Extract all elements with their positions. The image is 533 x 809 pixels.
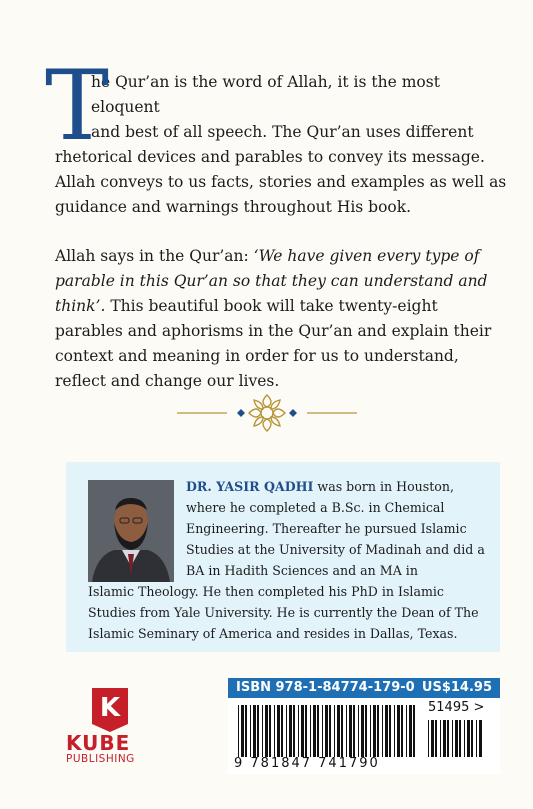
barcode-bar	[329, 705, 331, 757]
barcode-bar	[389, 705, 391, 757]
barcode-bar	[265, 705, 268, 757]
barcode-bar	[262, 705, 263, 757]
barcode-bar	[349, 705, 352, 757]
drop-cap: T	[45, 50, 110, 162]
barcode-bar	[447, 720, 449, 757]
barcode-bar	[401, 705, 403, 757]
barcode-bar	[257, 705, 259, 757]
barcode-bar	[358, 705, 359, 757]
barcode-bar	[413, 705, 415, 757]
quran-quote: ‘We have given every type of parable in this Qur’an so that they can understand and think’.	[55, 247, 488, 315]
author-name: DR. YASIR QADHI	[186, 479, 314, 494]
barcode-bar	[281, 705, 283, 757]
ean-digits: 9 781847 741790	[234, 756, 380, 771]
barcode-bar	[341, 705, 343, 757]
barcode-bar	[409, 705, 412, 757]
isbn-text: ISBN 978-1-84774-179-0	[236, 680, 415, 695]
author-photo	[88, 480, 174, 582]
barcode-bar	[301, 705, 304, 757]
barcode-bar	[245, 705, 247, 757]
blurb-line-2: and best of all speech. The Qur’an uses different	[91, 123, 474, 141]
barcode-bar	[325, 705, 328, 757]
price-code: 51495 >	[428, 700, 485, 715]
barcode-bar	[428, 720, 429, 757]
blurb-paragraph-1-rest: rhetorical devices and parables to convey its message. Allah conveys to us facts, stories and examples as well as guidance and warnings throughout His book.	[55, 148, 507, 216]
barcode-bar	[253, 705, 256, 757]
barcode	[228, 698, 500, 774]
barcode-bar	[397, 705, 400, 757]
author-bio-top	[186, 476, 491, 581]
publisher-name: KUBE	[66, 731, 131, 755]
price-text: US$14.95	[421, 680, 492, 695]
barcode-bar	[382, 705, 383, 757]
barcode-bar	[322, 705, 323, 757]
price-addon-bars	[428, 720, 482, 757]
barcode-bar	[443, 720, 446, 757]
barcode-bar	[310, 705, 311, 757]
barcode-bar	[435, 720, 437, 757]
logo-letter: K	[99, 693, 121, 723]
blurb-line-1: he Qur’an is the word of Allah, it is the most eloquent	[91, 73, 440, 116]
barcode-bar	[317, 705, 319, 757]
isbn-price-bar	[228, 678, 500, 698]
barcode-bar	[293, 705, 295, 757]
author-bio-bottom: Islamic Theology. He then completed his PhD in Islamic Studies from Yale University. He is currently the Dean of The Islamic Seminary of America and resides in Dallas, Texas.	[88, 584, 479, 641]
barcode-bar	[464, 720, 465, 757]
barcode-bar	[346, 705, 347, 757]
barcode-bar	[289, 705, 292, 757]
barcode-bar	[277, 705, 280, 757]
barcode-bar	[440, 720, 441, 757]
author-bio-top-text: was born in Houston, where he completed a B.Sc. in Chemical Engineering. Thereafter he pursued Islamic Studies at the University of Madinah and did a BA in Hadith Sciences and an MA in	[186, 479, 485, 578]
barcode-bar	[337, 705, 340, 757]
barcode-bar	[269, 705, 271, 757]
barcode-bar	[431, 720, 434, 757]
barcode-bar	[353, 705, 355, 757]
barcode-bar	[298, 705, 299, 757]
barcode-bar	[471, 720, 473, 757]
barcode-bar	[459, 720, 461, 757]
blurb-p2-end: This beautiful book will take twenty-eight parables and aphorisms in the Qur’an and explain their context and meaning in order for us to understand, reflect and change our lives.	[55, 297, 492, 390]
barcode-bar	[241, 705, 244, 757]
barcode-bar	[467, 720, 470, 757]
barcode-bar	[286, 705, 287, 757]
blurb-paragraph-1	[55, 70, 510, 220]
barcode-bar	[479, 720, 482, 757]
barcode-bar	[476, 720, 477, 757]
barcode-bar	[385, 705, 388, 757]
barcode-bar	[361, 705, 364, 757]
barcode-bar	[305, 705, 307, 757]
author-bio-box	[66, 462, 500, 652]
ean-barcode-bars	[238, 705, 418, 757]
barcode-bar	[238, 705, 239, 757]
blurb-p2-start: Allah says in the Qur’an:	[55, 247, 254, 265]
barcode-bar	[394, 705, 395, 757]
barcode-bar	[274, 705, 275, 757]
barcode-bar	[250, 705, 251, 757]
barcode-bar	[370, 705, 371, 757]
barcode-bar	[313, 705, 316, 757]
blurb	[45, 50, 510, 394]
ornament-divider	[177, 387, 357, 439]
barcode-bar	[373, 705, 376, 757]
publisher-sub: PUBLISHING	[66, 753, 135, 765]
barcode-bar	[377, 705, 379, 757]
barcode-bar	[406, 705, 407, 757]
blurb-paragraph-2	[55, 244, 510, 394]
barcode-bar	[455, 720, 458, 757]
barcode-bar	[334, 705, 335, 757]
barcode-bar	[365, 705, 367, 757]
barcode-bar	[452, 720, 453, 757]
